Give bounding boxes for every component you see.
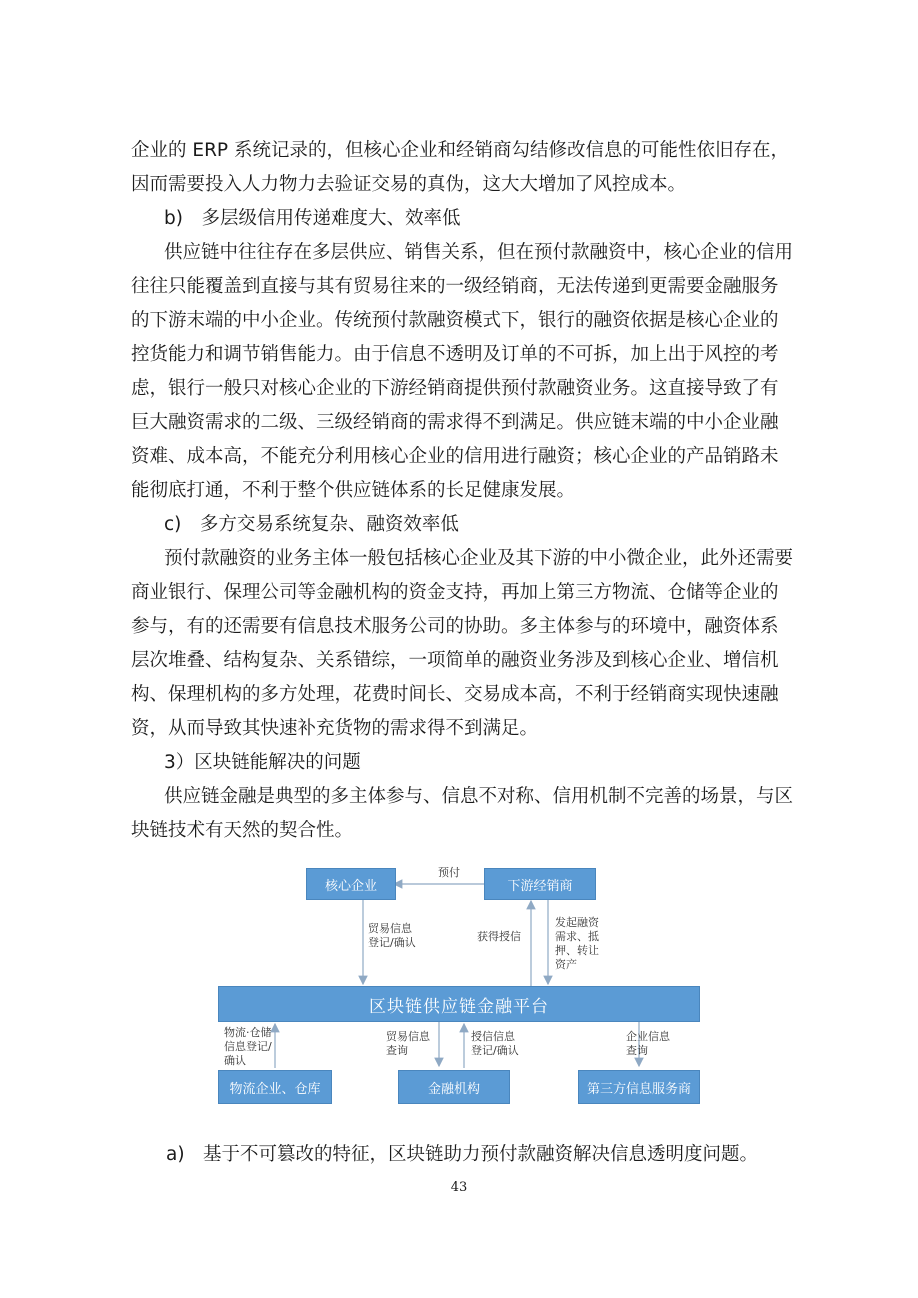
label-line: 企业信息 [626,1030,670,1043]
financial-institution-box: 金融机构 [398,1070,510,1104]
paragraph-3 [131,542,794,746]
text-line: 企业的 ERP 系统记录的，但核心企业和经销商勾结修改信息的可能性依旧存在， [131,140,789,161]
label-line: 物流·仓储 [224,1026,272,1039]
text-line: 商业银行、保理公司等金融机构的资金支持，再加上第三方物流、仓储等企业的 [131,582,779,603]
text-line: 构、保理机构的多方处理，花费时间长、交易成本高，不利于经销商实现快速融 [131,684,779,705]
blockchain-platform-box: 区块链供应链金融平台 [218,986,700,1022]
text-line: 资，从而导致其快速补充货物的需求得不到满足。 [131,718,539,739]
diagram-caption: a) 基于不可篡改的特征，区块链助力预付款融资解决信息透明度问题。 [166,1144,759,1165]
label-line: 发起融资 [555,916,599,929]
label-line: 信息登记/ [224,1040,272,1053]
logistics-box: 物流企业、仓库 [218,1070,332,1104]
text-line: 控货能力和调节销售能力。由于信息不透明及订单的不可拆，加上出于风控的考 [131,344,779,365]
supply-chain-finance-diagram [218,866,700,1106]
text-line: 层次堆叠、结构复杂、关系错综，一项简单的融资业务涉及到核心企业、增信机 [131,650,779,671]
text-line: 块链技术有天然的契合性。 [131,820,354,841]
label-trade-register [368,922,416,950]
label-enterprise-query [626,1030,670,1058]
heading-3: 3）区块链能解决的问题 [164,752,361,773]
paragraph-1 [131,134,791,202]
label-line: 确认 [224,1054,246,1067]
core-enterprise-box: 核心企业 [306,868,396,900]
label-financing-request [555,916,599,972]
text-line: 参与，有的还需要有信息技术服务公司的协助。多主体参与的环境中，融资体系 [131,616,779,637]
text-line: 巨大融资需求的二级、三级经销商的需求得不到满足。供应链末端的中小企业融 [131,412,779,433]
label-trade-query [386,1030,430,1058]
text-line: 虑，银行一般只对核心企业的下游经销商提供预付款融资业务。这直接导致了有 [131,378,779,399]
page-number: 43 [450,1180,468,1195]
label-prepay: 预付 [438,866,460,879]
text-line: 因而需要投入人力物力去验证交易的真伪，这大大增加了风控成本。 [131,174,687,195]
text-line: 供应链金融是典型的多主体参与、信息不对称、信用机制不完善的场景，与区 [164,786,794,807]
heading-b: b) 多层级信用传递难度大、效率低 [164,208,461,229]
text-line: 资难、成本高，不能充分利用核心企业的信用进行融资；核心企业的产品销路未 [131,446,779,467]
text-line: 的下游末端的中小企业。传统预付款融资模式下，银行的融资依据是核心企业的 [131,310,779,331]
label-line: 登记/确认 [368,936,416,949]
label-get-credit: 获得授信 [477,930,521,943]
label-line: 查询 [386,1044,408,1057]
label-line: 查询 [626,1044,648,1057]
label-line: 押、转让 [555,944,599,957]
label-line: 授信信息 [471,1030,515,1043]
text-line: 预付款融资的业务主体一般包括核心企业及其下游的中小微企业，此外还需要 [164,548,794,569]
paragraph-2 [131,236,794,508]
heading-c: c) 多方交易系统复杂、融资效率低 [164,514,459,535]
text-line: 能彻底打通，不利于整个供应链体系的长足健康发展。 [131,480,576,501]
label-credit-register [471,1030,519,1058]
text-line: 往往只能覆盖到直接与其有贸易往来的一级经销商，无法传递到更需要金融服务 [131,276,779,297]
label-logistics-info [224,1026,272,1068]
label-line: 资产 [555,958,577,971]
downstream-dealer-box: 下游经销商 [484,868,596,900]
label-line: 需求、抵 [555,930,599,943]
label-line: 贸易信息 [386,1030,430,1043]
text-line: 供应链中往往存在多层供应、销售关系，但在预付款融资中，核心企业的信用 [164,242,794,263]
paragraph-4 [131,780,794,848]
third-party-box: 第三方信息服务商 [578,1070,700,1104]
label-line: 贸易信息 [368,922,412,935]
label-line: 登记/确认 [471,1044,519,1057]
